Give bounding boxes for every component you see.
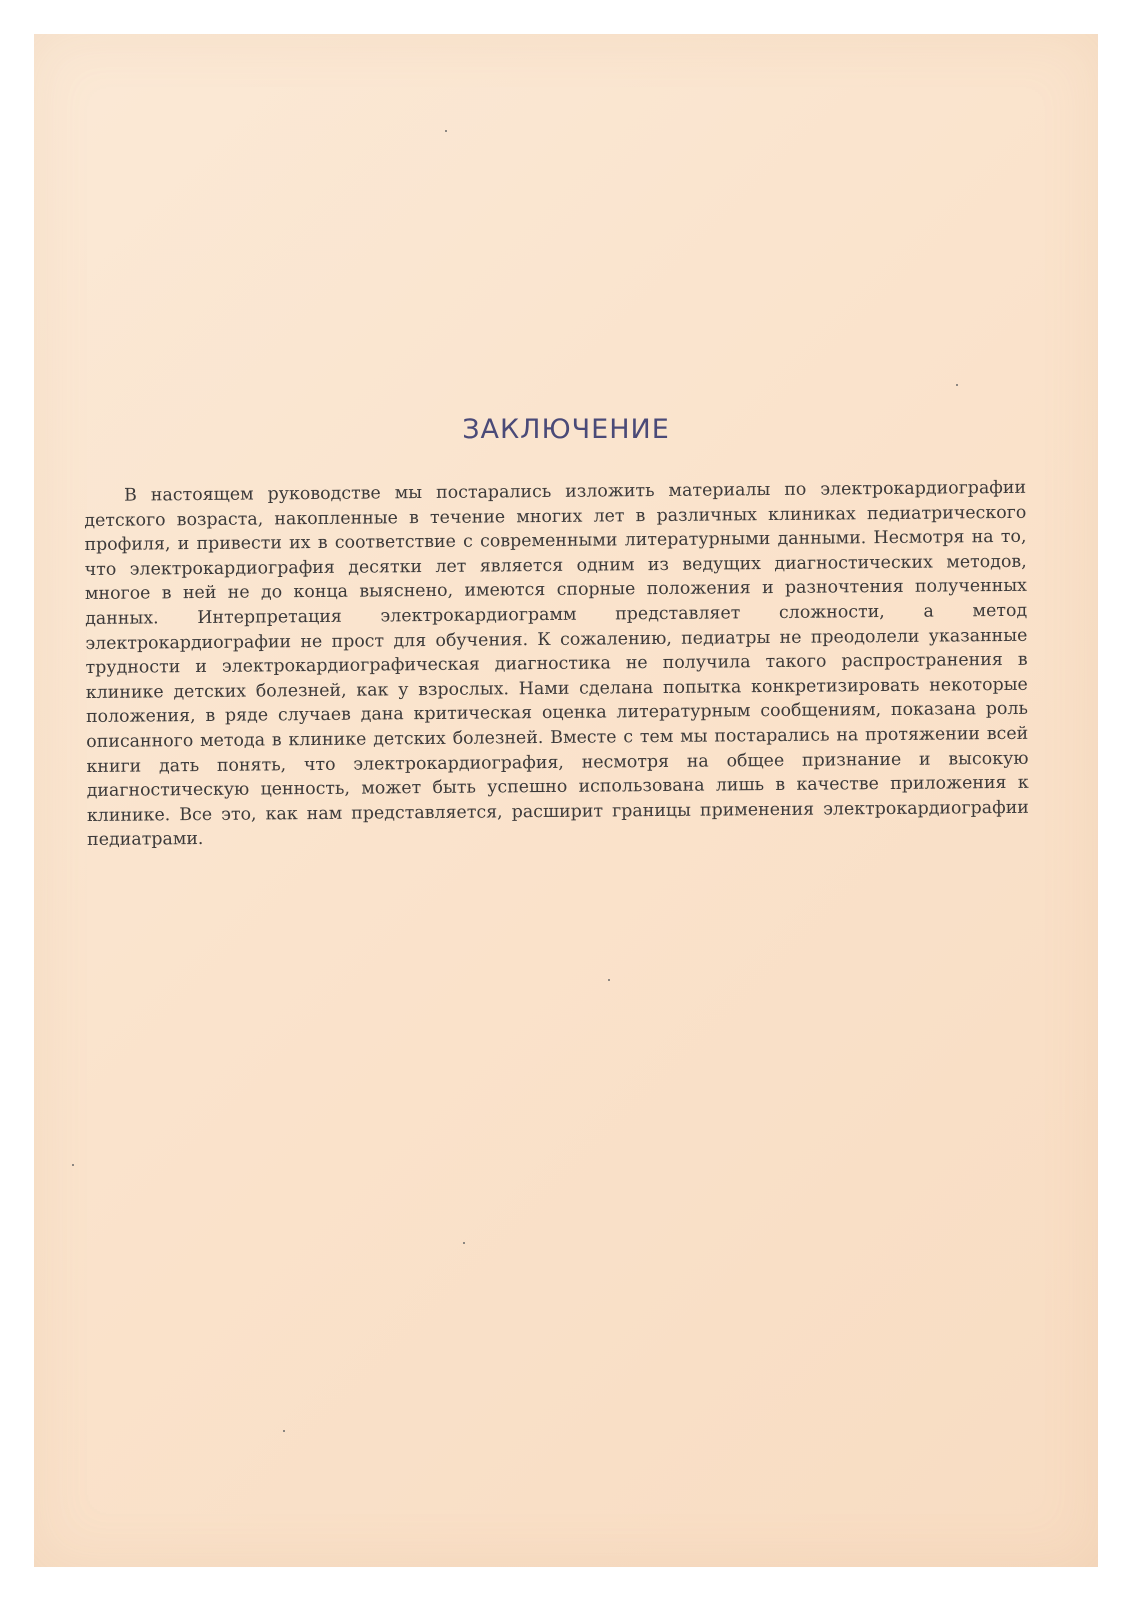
paper-speck <box>608 979 610 981</box>
document-page <box>34 34 1098 1567</box>
paper-speck <box>463 1242 465 1244</box>
paper-speck <box>283 1430 285 1432</box>
body-paragraph: В настоящем руководстве мы постарались изложить материалы по электрокардиографии детского возраста, накопленные в течение многих лет в различных клиниках педиатрического профиля, и привести их в соответствие с современными литературными данными. Несмотря на то, что электрокардиография десятки лет является одним из ведущих диагностических методов, многое в ней не до конца выяснено, имеются спорные положения и разночтения полученных данных. Интерпретация электрокардиограмм представляет сложности, а метод электрокардиографии не прост для обучения. К сожалению, педиатры не преодолели указанные трудности и электрокардиографическая диагностика не получила такого распространения в клинике детских болезней, как у взрослых. Нами сделана попытка конкретизировать некоторые положения, в ряде случаев дана критическая оценка литературным сообщениям, показана роль описанного метода в клинике детских болезней. Вместе с тем мы постарались на протяжении всей книги дать понять, что электрокардиография, несмотря на общее признание и высокую диагностическую ценность, может быть успешно использована лишь в качестве приложения к клинике. Все это, как нам представляется, расширит границы применения электрокардиографии педиатрами. <box>84 477 1029 851</box>
paper-speck <box>956 384 958 386</box>
paper-speck <box>445 130 447 132</box>
page-title: ЗАКЛЮЧЕНИЕ <box>462 414 670 445</box>
paper-speck <box>72 1164 74 1166</box>
